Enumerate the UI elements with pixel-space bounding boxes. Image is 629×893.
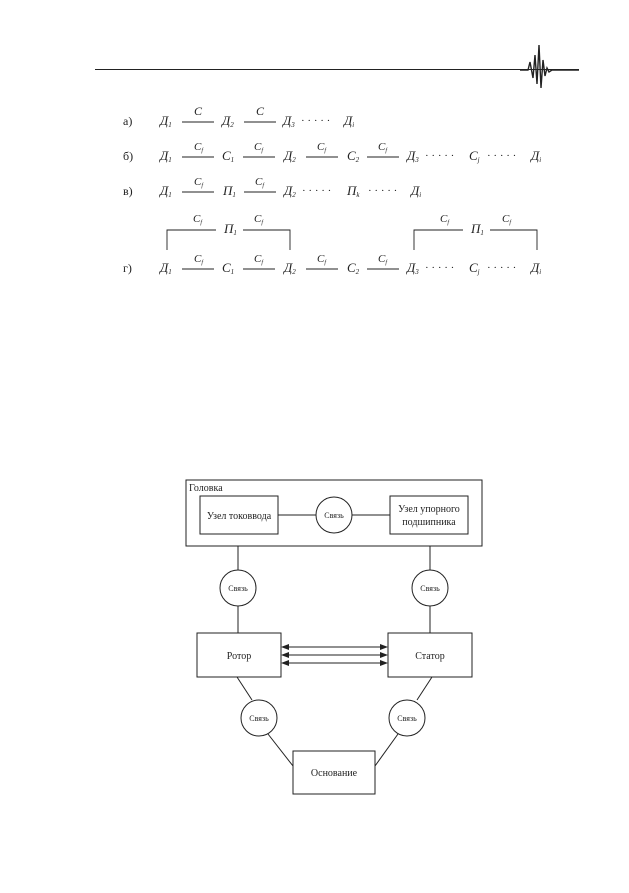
node: Сj — [469, 148, 480, 164]
bond-label: Сf — [317, 253, 327, 266]
formula-g-label: г) — [123, 261, 132, 275]
node: Д2 — [284, 183, 296, 199]
formula-g — [123, 213, 541, 276]
bond-label: Сf — [254, 253, 264, 266]
node: Дi — [531, 148, 542, 164]
node: Дi — [411, 183, 422, 199]
node: Д3 — [407, 260, 419, 276]
stator-label: Статор — [415, 651, 445, 662]
link-label: Связь — [397, 714, 417, 723]
node: Д1 — [160, 148, 172, 164]
ellipsis: · · · · · — [425, 262, 455, 274]
node: Пk — [347, 183, 360, 199]
bond-label: С — [256, 104, 265, 118]
node: П1 — [224, 221, 237, 237]
formula-b — [123, 141, 541, 164]
node: Дi — [344, 113, 355, 129]
rotor-label: Ротор — [226, 651, 252, 662]
bond-label: Сf — [194, 253, 204, 266]
base-label: Основание — [310, 768, 358, 779]
bond-label: Сf — [194, 141, 204, 154]
diagram-labels — [189, 483, 460, 779]
link-label: Связь — [228, 584, 248, 593]
formula-a — [123, 104, 354, 129]
node: Д3 — [283, 113, 295, 129]
formula-b-label: б) — [123, 149, 134, 163]
thrust-bearing-box — [390, 496, 468, 534]
thrust-bearing-label-2: подшипника — [402, 517, 456, 528]
ellipsis: · · · · · — [487, 262, 517, 274]
bond-label: Сf — [440, 213, 450, 226]
node: Д1 — [160, 260, 172, 276]
bond-label: Сf — [378, 141, 388, 154]
node: Дi — [531, 260, 542, 276]
bond-label: Сf — [254, 141, 264, 154]
thrust-bearing-label-1: Узел упорного — [398, 504, 460, 515]
bond-label: Сf — [194, 176, 204, 189]
node: С1 — [222, 148, 235, 164]
formula-v — [123, 176, 421, 199]
bond-label: Сf — [255, 176, 265, 189]
formula-a-label: а) — [123, 114, 133, 128]
formula-v-label: в) — [123, 184, 133, 198]
ellipsis: · · · · · — [425, 150, 455, 162]
head-label: Головка — [189, 483, 223, 494]
link-label: Связь — [249, 714, 269, 723]
node: Сj — [469, 260, 480, 276]
bond-label: Сf — [502, 213, 512, 226]
node: С2 — [347, 148, 360, 164]
node: Д2 — [284, 260, 296, 276]
bond-label: Сf — [317, 141, 327, 154]
bond-label: Сf — [378, 253, 388, 266]
ellipsis: · · · · · — [368, 185, 398, 197]
node: С1 — [222, 260, 235, 276]
bond-label: Сf — [193, 213, 203, 226]
bond-label: С — [194, 104, 203, 118]
link-label: Связь — [420, 584, 440, 593]
current-input-label: Узел токоввода — [206, 511, 272, 522]
node: С2 — [347, 260, 360, 276]
link-label: Связь — [324, 511, 344, 520]
node: П1 — [471, 221, 484, 237]
node: Д1 — [160, 113, 172, 129]
bond-label: Сf — [254, 213, 264, 226]
node: Д1 — [160, 183, 172, 199]
ellipsis: · · · · · — [302, 185, 332, 197]
ellipsis: · · · · · — [301, 115, 331, 127]
node: Д3 — [407, 148, 419, 164]
seismograph-icon — [520, 45, 579, 88]
node: Д2 — [222, 113, 234, 129]
ellipsis: · · · · · — [487, 150, 517, 162]
node: Д2 — [284, 148, 296, 164]
node: П1 — [223, 183, 236, 199]
